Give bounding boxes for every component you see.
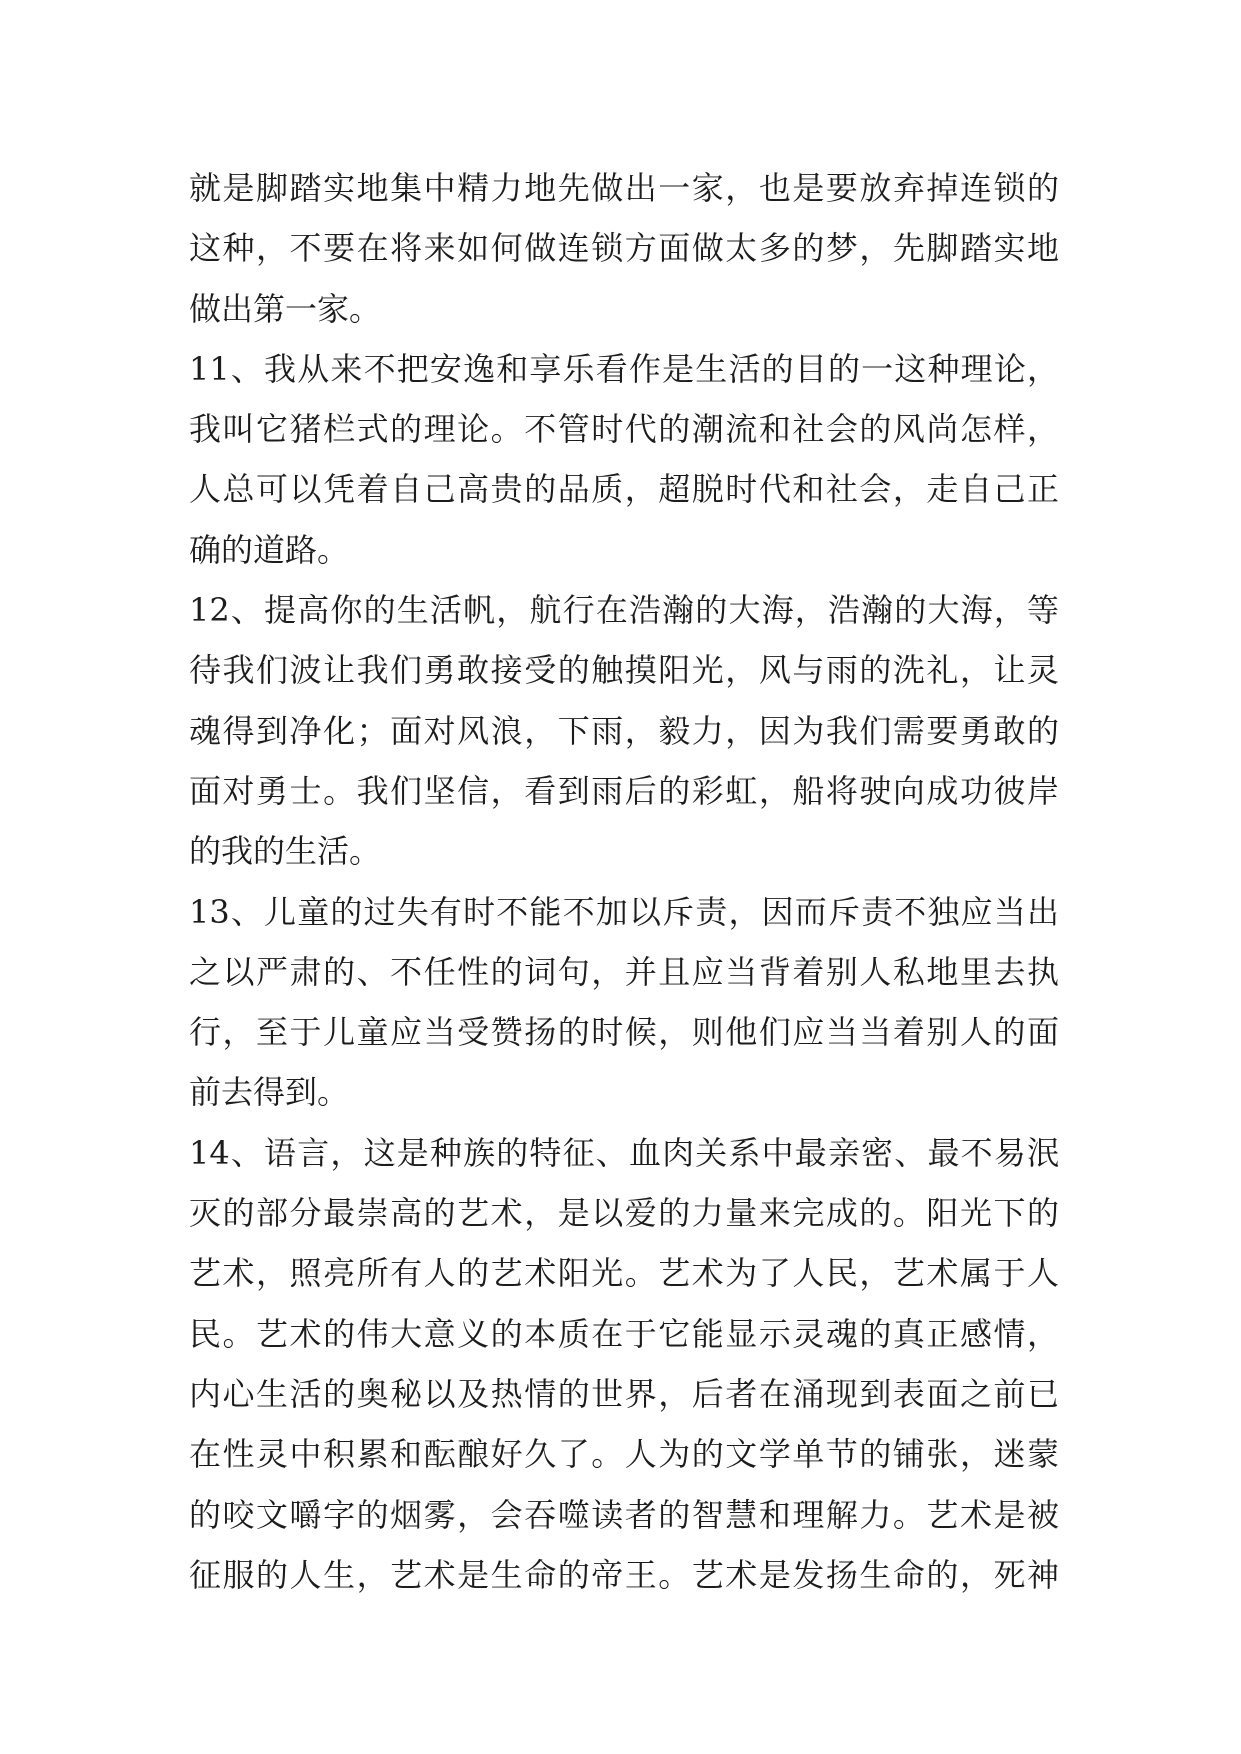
text-line: 13、儿童的过失有时不能不加以斥责，因而斥责不独应当出	[189, 892, 1059, 931]
text-line: 11、我从来不把安逸和享乐看作是生活的目的一这种理论，	[189, 349, 1059, 388]
text-line: 之以严肃的、不任性的词句，并且应当背着别人私地里去执	[189, 952, 1059, 991]
text-line: 确的道路。	[189, 530, 350, 569]
text-line: 人总可以凭着自己高贵的品质，超脱时代和社会，走自己正	[189, 470, 1059, 509]
text-line: 14、语言，这是种族的特征、血肉关系中最亲密、最不易泯	[189, 1133, 1059, 1172]
text-line: 这种，不要在将来如何做连锁方面做太多的梦，先脚踏实地	[189, 229, 1059, 268]
text-line: 在性灵中积累和酝酿好久了。人为的文学单节的铺张，迷蒙	[189, 1435, 1059, 1474]
text-line: 民。艺术的伟大意义的本质在于它能显示灵魂的真正感情，	[189, 1314, 1059, 1353]
text-line: 的我的生活。	[189, 832, 382, 871]
text-line: 面对勇士。我们坚信，看到雨后的彩虹，船将驶向成功彼岸	[189, 771, 1059, 810]
text-line: 艺术，照亮所有人的艺术阳光。艺术为了人民，艺术属于人	[189, 1254, 1059, 1293]
text-line: 做出第一家。	[189, 289, 382, 328]
text-line: 内心生活的奥秘以及热情的世界，后者在涌现到表面之前已	[189, 1374, 1059, 1413]
text-line: 灭的部分最崇高的艺术，是以爱的力量来完成的。阳光下的	[189, 1194, 1059, 1233]
body-text	[189, 158, 1059, 1605]
text-line: 待我们波让我们勇敢接受的触摸阳光，风与雨的洗礼，让灵	[189, 651, 1059, 690]
text-line: 魂得到净化；面对风浪，下雨，毅力，因为我们需要勇敢的	[189, 711, 1059, 750]
text-line: 我叫它猪栏式的理论。不管时代的潮流和社会的风尚怎样，	[189, 410, 1059, 449]
text-line: 行，至于儿童应当受赞扬的时候，则他们应当当着别人的面	[189, 1013, 1059, 1052]
text-line: 前去得到。	[189, 1073, 350, 1112]
text-line: 12、提高你的生活帆，航行在浩瀚的大海，浩瀚的大海，等	[189, 591, 1059, 630]
text-line: 征服的人生，艺术是生命的帝王。艺术是发扬生命的，死神	[189, 1555, 1059, 1594]
text-line: 就是脚踏实地集中精力地先做出一家，也是要放弃掉连锁的	[189, 169, 1059, 207]
text-line: 的咬文嚼字的烟雾，会吞噬读者的智慧和理解力。艺术是被	[189, 1495, 1059, 1534]
